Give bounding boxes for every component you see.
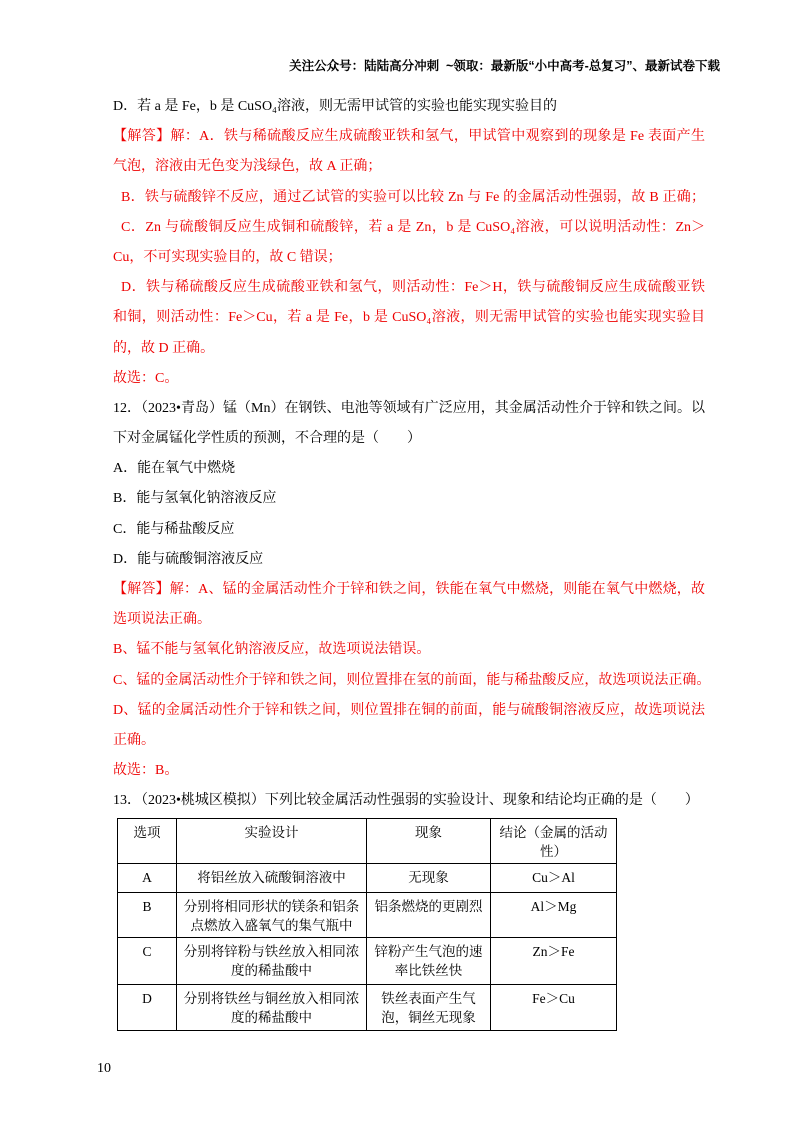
table-cell-phenomenon: 铁丝表面产生气 泡，铜丝无现象 xyxy=(367,984,491,1030)
q11-answer-line: 气泡，溶液由无色变为浅绿色，故 A 正确； xyxy=(113,159,382,175)
table-cell-conclusion: Zn＞Fe xyxy=(491,937,617,984)
table-header-row xyxy=(118,818,617,863)
table-cell-design: 将铝丝放入硫酸铜溶液中 xyxy=(177,863,367,892)
q12-stem-line: 下对金属锰化学性质的预测，不合理的是（ ） xyxy=(113,431,421,447)
content-body xyxy=(113,92,713,1031)
table-cell-phenomenon: 铝条燃烧的更剧烈 xyxy=(367,892,491,937)
q12-option-a: A．能在氧气中燃烧 xyxy=(113,461,236,477)
q12-answer-line: 选项说法正确。 xyxy=(113,612,211,628)
q12-answer-line: 【解答】解：A、锰的金属活动性介于锌和铁之间，铁能在氧气中燃烧，则能在氧气中燃烧，故 xyxy=(113,582,705,597)
q12-answer-line: D、锰的金属活动性介于锌和铁之间，则位置排在铜的前面，能与硫酸铜溶液反应，故选项说法 xyxy=(113,702,705,718)
comparison-table xyxy=(117,818,617,1031)
table-cell-option: C xyxy=(118,937,177,984)
q12-answer xyxy=(113,575,713,786)
q12-conclusion: 故选：B。 xyxy=(113,763,179,779)
q11-answer-line: B．铁与硫酸锌不反应，通过乙试管的实验可以比较 Zn 与 Fe 的金属活动性强弱，故 B 正确； xyxy=(121,189,705,205)
q12-option-b: B．能与氢氧化钠溶液反应 xyxy=(113,491,277,507)
table-header-option: 选项 xyxy=(118,818,177,863)
q13-stem: 13．（2023•桃城区模拟）下列比较金属活动性强弱的实验设计、现象和结论均正确的是（ ） xyxy=(113,793,699,809)
q12-answer-line: C、锰的金属活动性介于锌和铁之间，则位置排在氢的前面，能与稀盐酸反应，故选项说法正确。 xyxy=(113,672,711,688)
table-cell-option: B xyxy=(118,892,177,937)
table-cell-conclusion: Al＞Mg xyxy=(491,892,617,937)
q11-answer-line: 【解答】解：A．铁与稀硫酸反应生成硫酸亚铁和氢气，甲试管中观察到的现象是 Fe 表面产生 xyxy=(113,129,705,145)
table-cell-conclusion: Cu＞Al xyxy=(491,863,617,892)
table-header-phenomenon: 现象 xyxy=(367,818,491,863)
q12-stem-line: 12．（2023•青岛）锰（Mn）在钢铁、电池等领域有广泛应用，其金属活动性介于锌和铁之间。以 xyxy=(113,400,705,416)
table-cell-phenomenon: 锌粉产生气泡的速 率比铁丝快 xyxy=(367,937,491,984)
table-cell-option: D xyxy=(118,984,177,1030)
q11-conclusion: 故选：C。 xyxy=(113,370,179,386)
table-row xyxy=(118,892,617,937)
q12-answer-line: 正确。 xyxy=(113,732,155,748)
q11-option-d: D．若 a 是 Fe，b 是 CuSO₄溶液，则无需甲试管的实验也能实现实验目的 xyxy=(113,99,557,114)
table-cell-design: 分别将铁丝与铜丝放入相同浓 度的稀盐酸中 xyxy=(177,984,367,1030)
table-cell-design: 分别将锌粉与铁丝放入相同浓 度的稀盐酸中 xyxy=(177,937,367,984)
q11-answer-line: D．铁与稀硫酸反应生成硫酸亚铁和氢气，则活动性：Fe＞H，铁与硫酸铜反应生成硫酸亚铁 xyxy=(121,280,705,296)
table-cell-phenomenon: 无现象 xyxy=(367,863,491,892)
table-cell-option: A xyxy=(118,863,177,892)
q12-answer-line: B、锰不能与氢氧化钠溶液反应，故选项说法错误。 xyxy=(113,642,431,658)
table-cell-conclusion: Fe＞Cu xyxy=(491,984,617,1030)
q11-answer xyxy=(113,122,713,394)
q12-option-c: C．能与稀盐酸反应 xyxy=(113,521,235,537)
table-header-design: 实验设计 xyxy=(177,818,367,863)
header-notice: 关注公众号：陆陆高分冲刺 ~领取：最新版“小中高考-总复习”、最新试卷下载 xyxy=(289,59,720,73)
table-row xyxy=(118,863,617,892)
q11-answer-line: 的，故 D 正确。 xyxy=(113,340,215,356)
q12-stem xyxy=(113,394,713,454)
q12-option-d: D．能与硫酸铜溶液反应 xyxy=(113,551,264,567)
table-cell-design: 分别将相同形状的镁条和铝条 点燃放入盛氧气的集气瓶中 xyxy=(177,892,367,937)
q11-answer-line: Cu，不可实现实验目的，故 C 错误； xyxy=(113,249,342,265)
q11-answer-line: 和铜，则活动性：Fe＞Cu，若 a 是 Fe，b 是 CuSO₄溶液，则无需甲试管的实验也能实现实验目 xyxy=(113,310,705,326)
table-header-conclusion: 结论（金属的活动 性） xyxy=(491,818,617,863)
table-row xyxy=(118,984,617,1030)
page-number: 10 xyxy=(97,1061,111,1076)
q11-answer-line: C．Zn 与硫酸铜反应生成铜和硫酸锌，若 a 是 Zn，b 是 CuSO₄溶液，可以说明活动性：Zn＞ xyxy=(121,219,705,235)
table-row xyxy=(118,937,617,984)
